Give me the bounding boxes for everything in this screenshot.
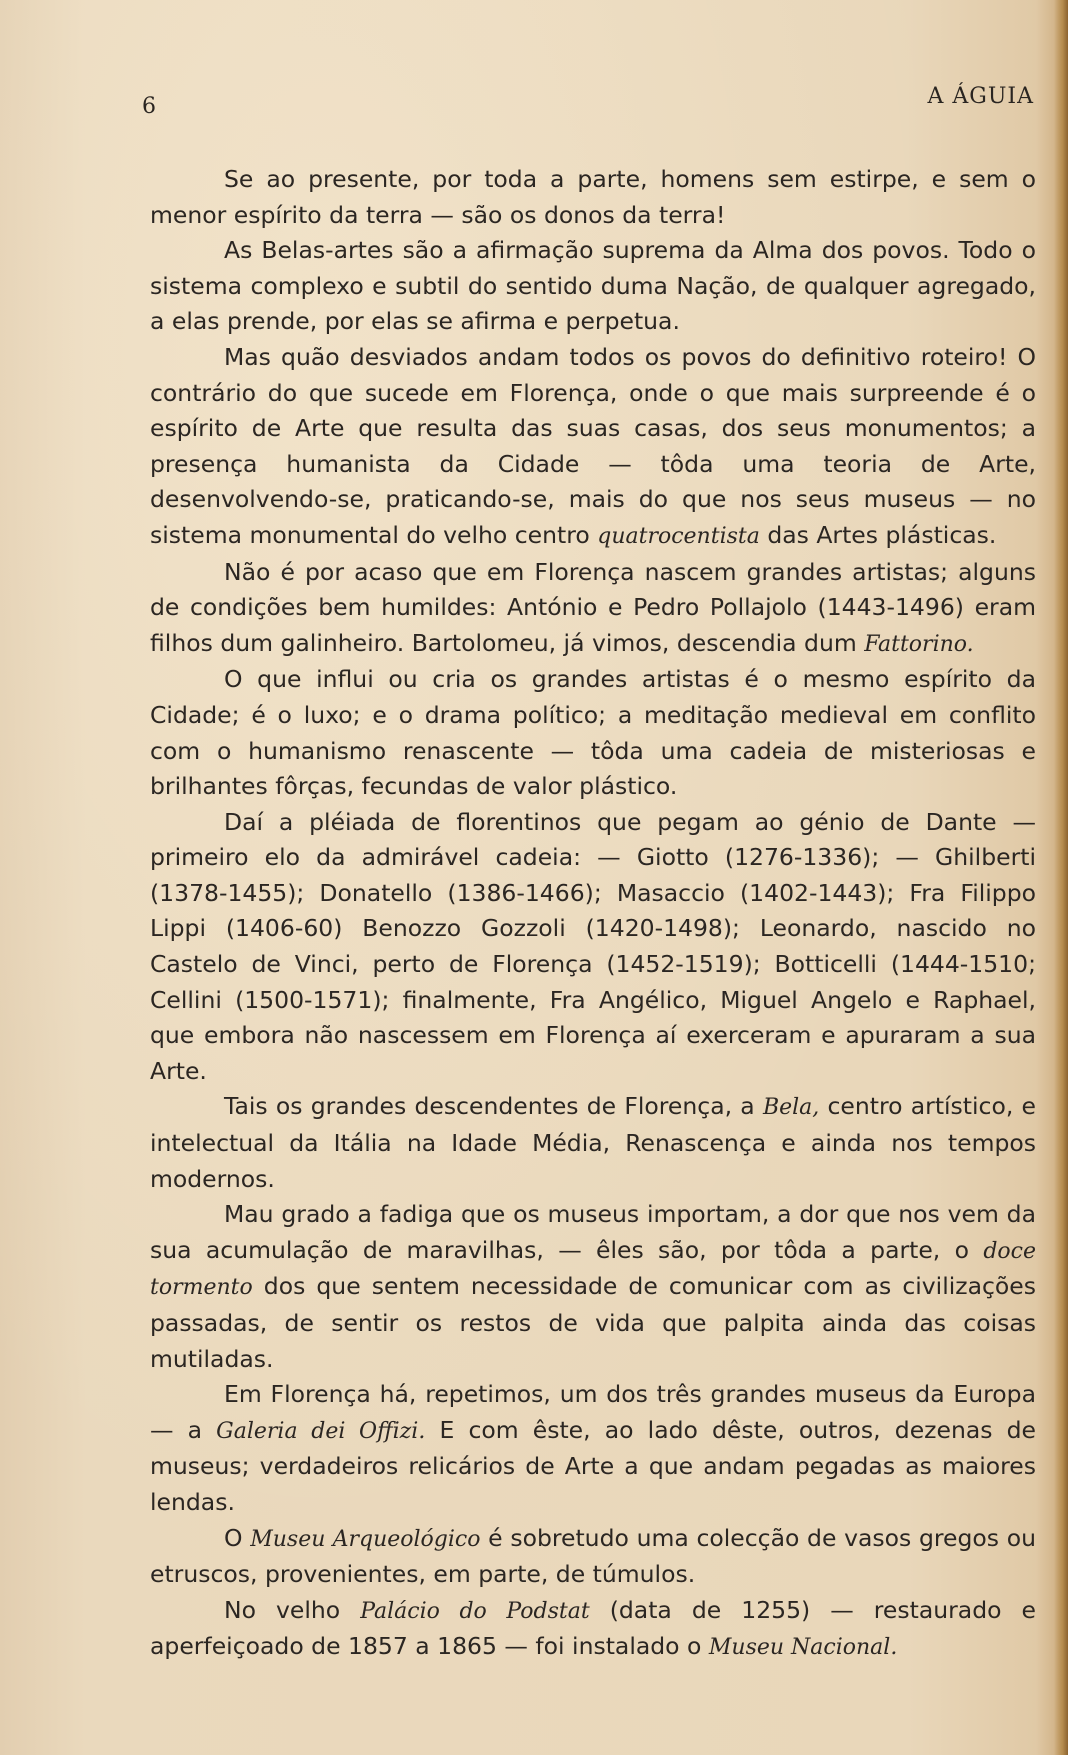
text-run: (data de 1255) — restaurado e aperfeiçoado de 1857 a 1865 — foi instalado o xyxy=(150,1595,1036,1661)
paragraph xyxy=(150,162,1036,233)
paragraph xyxy=(150,555,1036,663)
running-head: A ÁGUIA xyxy=(927,84,1034,109)
paragraph xyxy=(150,340,1036,555)
text-run: Não é por acaso que em Florença nascem grandes artistas; alguns de condições bem humildes: António e Pedro Pollajolo (1443-1496) eram filhos dum galinheiro. Bartolomeu, já vimos, descendia dum xyxy=(150,557,1036,657)
body-text xyxy=(150,162,1036,1666)
text-run: Daí a pléiada de florentinos que pegam ao génio de Dante — primeiro elo da admirável cadeia: — Giotto (1276-1336); — Ghilberti (1378-1455); Donatello (1386-1466); Masaccio (1402-1443); Fra Filippo Lippi (1406-60) Benozzo Gozzoli (1420-1498); Leonardo, nascido no Castelo de Vinci, perto de Florença (1452-1519); Botticelli (1444-1510; Cellini (1500-1571); finalmente, Fra Angélico, Miguel Angelo e Raphael, que embora não nascessem em Florença aí exerceram e apuraram a sua Arte. xyxy=(150,807,1036,1085)
italic-text: Museu Nacional. xyxy=(708,1635,898,1661)
italic-text: Palácio do Podstat xyxy=(360,1598,590,1624)
text-run: Tais os grandes descendentes de Florença, a xyxy=(224,1092,763,1121)
text-run: Mas quão desviados andam todos os povos do definitivo roteiro! O contrário do que sucede em Florença, onde o que mais surpreende é o espírito de Arte que resulta das suas casas, dos seus monumentos; a presença humanista da Cidade — tôda uma teoria de Arte, desenvolvendo-se, praticando-se, mais do que nos seus museus — no sistema monumental do velho centro xyxy=(150,342,1036,549)
text-run: E com êste, ao lado dêste, outros, dezenas de museus; verdadeiros relicários de Arte a que andam pegadas as maiores lendas. xyxy=(150,1415,1036,1516)
paragraph xyxy=(150,1089,1036,1197)
italic-text: Galeria dei Offizi. xyxy=(216,1418,426,1444)
text-run: dos que sentem necessidade de comunicar com as civilizações passadas, de sentir os restos de vida que palpita ainda das coisas mutiladas. xyxy=(150,1272,1036,1373)
paragraph xyxy=(150,662,1036,804)
paragraph xyxy=(150,1197,1036,1377)
text-run: é sobretudo uma colecção de vasos gregos ou etruscos, provenientes, em parte, de túmulos. xyxy=(150,1523,1037,1589)
italic-text: doce tormento xyxy=(150,1238,1036,1301)
paragraph xyxy=(150,233,1036,340)
text-run: centro artístico, e intelectual da Itália na Idade Média, Renascença e ainda nos tempos modernos. xyxy=(150,1092,1037,1193)
text-run: As Belas-artes são a afirmação suprema da Alma dos povos. Todo o sistema complexo e subtil do sentido duma Nação, de qualquer agregado, a elas prende, por elas se afirma e perpetua. xyxy=(150,236,1036,336)
italic-text: Museu Arqueológico xyxy=(250,1526,481,1552)
text-run: Se ao presente, por toda a parte, homens sem estirpe, e sem o menor espírito da terra — são os donos da terra! xyxy=(150,165,1036,229)
paragraph xyxy=(150,1593,1036,1666)
paragraph xyxy=(150,1521,1036,1593)
paragraph xyxy=(150,1377,1036,1520)
text-run: Em Florença há, repetimos, um dos três grandes museus da Europa — a xyxy=(150,1380,1036,1444)
italic-text: Bela, xyxy=(762,1095,820,1121)
text-run: Mau grado a fadiga que os museus importam, a dor que nos vem da sua acumulação de maravilhas, — êles são, por tôda a parte, o xyxy=(150,1200,1036,1264)
text-run: No velho xyxy=(224,1595,361,1624)
text-run: O xyxy=(224,1523,251,1552)
text-run: das Artes plásticas. xyxy=(759,520,997,549)
text-run: O que influi ou cria os grandes artistas é o mesmo espírito da Cidade; é o luxo; e o drama político; a meditação medieval em conflito com o humanismo renascente — tôda uma cadeia de misteriosas e brilhantes fôrças, fecundas de valor plástico. xyxy=(150,665,1036,801)
paragraph xyxy=(150,805,1036,1090)
page-header xyxy=(142,82,1034,118)
italic-text: Fattorino. xyxy=(864,631,974,657)
italic-text: quatrocentista xyxy=(597,523,760,549)
page-number: 6 xyxy=(142,94,156,119)
page-edge xyxy=(1054,0,1068,1755)
